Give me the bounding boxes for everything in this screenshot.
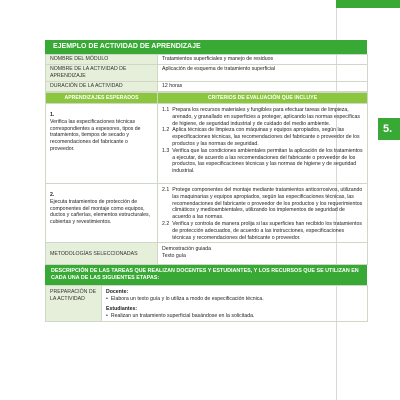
info-label: DURACIÓN DE LA ACTIVIDAD: [46, 82, 158, 92]
docente-label: Docente:: [106, 289, 129, 296]
top-bar-accent: [336, 0, 400, 8]
methodologies-row: [46, 243, 368, 265]
estudiantes-item: [106, 313, 363, 320]
criterion-number: 2.1: [162, 187, 170, 193]
criterion-number: 1.3: [162, 147, 170, 154]
bullet-icon: •: [106, 296, 108, 303]
criterion-item: [162, 221, 363, 241]
criterion-text: Prepara los recursos materiales y fungibles para efectuar tareas de limpieza, arenado, y granallado en superficies a proteger, aplicando las normas específicas de higiene, de seguridad industrial y de cuidado del medio ambiente.: [172, 107, 360, 127]
info-row-module: [46, 55, 368, 65]
methodologies-label: METODOLOGÍAS SELECCIONADAS: [46, 243, 158, 265]
criteria-header: CRITERIOS DE EVALUACIÓN QUE INCLUYE: [158, 93, 368, 104]
docente-item: [106, 296, 363, 303]
criterion-item: [162, 107, 363, 127]
learning-text: Ejecuta tratamientos de protección de componentes del montaje como equipos, ductos y cañerías, elementos estructurales, cubiertas y revestimientos.: [50, 198, 151, 226]
activity-document: [45, 40, 367, 322]
criterion-text: Verifica y controla de manera prolija si las superficies han recibido los tratamientos de protección adecuados, de acuerdo a las instrucciones, especificaciones técnicas y recomendaciones del fabricante o proveedor.: [172, 220, 362, 241]
estudiantes-label: Estudiantes:: [106, 305, 138, 312]
bullet-icon: •: [106, 312, 108, 319]
info-row-duration: [46, 82, 368, 92]
top-bar: [0, 0, 400, 8]
info-table: [45, 54, 368, 92]
criterion-number: 1.2: [162, 127, 170, 134]
tasks-section-bar: DESCRIPCIÓN DE LAS TAREAS QUE REALIZAN DOCENTES Y ESTUDIANTES, Y LOS RECURSOS QUE SE UTILIZAN EN CADA UNA DE LAS SIGUIENTES ETAPAS:: [45, 265, 367, 285]
preparation-content: [102, 286, 368, 321]
learning-header: APRENDIZAJES ESPERADOS: [46, 93, 158, 104]
learning-text: Verifica las especificaciones técnicas correspondientes a espesores, tipos de tratamientos, tiempos de secado y recomendaciones del fabricante o proveedor.: [50, 118, 141, 152]
top-bar-white: [0, 0, 336, 8]
info-row-activity: [46, 65, 368, 82]
info-value: Aplicación de esquema de tratamiento superficial: [158, 65, 368, 82]
criterion-number: 2.2: [162, 220, 170, 227]
learning-row-2: [46, 184, 368, 243]
learning-number: 1.: [50, 112, 55, 118]
learning-outcome: [46, 104, 158, 184]
criterion-item: [162, 187, 363, 221]
methodologies-values: [158, 243, 368, 265]
document-title: EJEMPLO DE ACTIVIDAD DE APRENDIZAJE: [45, 40, 367, 54]
criterion-text: Verifica que las condiciones ambientales permitan la aplicación de los tratamientos a ejecutar, de acuerdo a las recomendaciones del fabricante o proveedor de los productos, las especificaciones técnicas y las normas de higiene y de seguridad industrial.: [172, 147, 363, 175]
learning-table: [45, 92, 368, 265]
info-value: 12 horas: [158, 82, 368, 92]
docente-item-text: Elabora un texto guía y lo utiliza a modo de especificación técnica.: [110, 296, 264, 303]
criterion-item: [162, 127, 363, 147]
chapter-tab: 5.: [378, 118, 400, 140]
criterion-item: [162, 148, 363, 175]
criteria-cell: [158, 184, 368, 243]
methodology-item: Texto guía: [162, 253, 186, 260]
info-label: NOMBRE DEL MÓDULO: [46, 55, 158, 65]
info-value: Tratamientos superficiales y manejo de residuos: [158, 55, 368, 65]
preparation-table: [45, 285, 368, 321]
estudiantes-item-text: Realizan un tratamiento superficial basándose en la solicitada.: [110, 312, 255, 319]
learning-row-1: [46, 104, 368, 184]
learning-number: 2.: [50, 192, 55, 198]
criterion-number: 1.1: [162, 107, 170, 113]
criterion-text: Aplica técnicas de limpieza con máquinas y equipos apropiados, según las especificaciones técnicas, las recomendaciones del fabricante o proveedor de los productos y las normas de seguridad.: [172, 127, 360, 147]
criterion-text: Protege componentes del montaje mediante tratamientos anticorrosivos, utilizando las maquinarias y equipos apropiados, según las especificaciones técnicas, las recomendaciones del fabricante o proveedor de los productos y los requerimientos climáticos y medioambientales, utilizando los implementos de seguridad de acuerdo a las normas.: [172, 187, 363, 221]
methodology-item: Demostración guiada: [162, 246, 212, 253]
learning-outcome: [46, 184, 158, 243]
info-label: NOMBRE DE LA ACTIVIDAD DE APRENDIZAJE: [46, 65, 158, 82]
preparation-row: [46, 286, 368, 321]
criteria-cell: [158, 104, 368, 184]
preparation-label: PREPARACIÓN DE LA ACTIVIDAD: [46, 286, 102, 321]
learning-header-row: [46, 93, 368, 104]
